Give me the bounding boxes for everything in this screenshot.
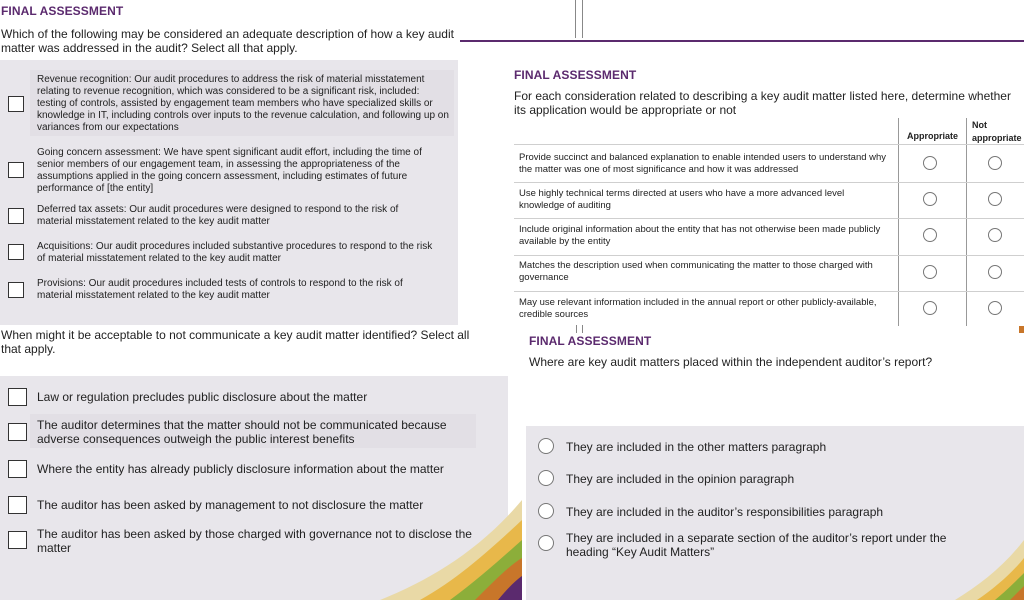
q3-col-not-line2: appropriate — [972, 133, 1022, 143]
q2-prompt: When might it be acceptable to not communicate a key audit matter identified? Select all that apply. — [1, 328, 470, 356]
q3-row-succinct: Provide succinct and balanced explanation to enable intended users to understand why the matter was one of most significance and how it was addressed — [519, 152, 887, 175]
q1-checkbox-going-concern[interactable] — [8, 162, 24, 178]
matrix-column-line — [966, 118, 967, 326]
q4-option-responsibilities[interactable]: They are included in the auditor’s responsibilities paragraph — [566, 505, 884, 519]
q2-checkbox-management[interactable] — [8, 496, 27, 514]
q4-heading: FINAL ASSESSMENT — [529, 334, 652, 348]
q1-option-going-concern[interactable]: Going concern assessment: We have spent significant audit effort, including the time of senior members of our engagement team, in assessing the appropriateness of the assumptions applied in the going concern assessment, including estimates of future performance of [the entity] — [37, 147, 422, 194]
q1-prompt-line2: matter was addressed in the audit? Select all that apply. — [1, 41, 298, 55]
separator-line — [576, 325, 577, 333]
q1-checkbox-revenue[interactable] — [8, 96, 24, 112]
separator-line — [582, 325, 583, 333]
decorative-swoosh-left — [380, 500, 522, 600]
matrix-row-line — [514, 182, 1024, 183]
q4-radio-responsibilities[interactable] — [538, 503, 554, 519]
q3-radio-technical-not-appropriate[interactable] — [988, 192, 1002, 206]
q2-option-adverse[interactable]: The auditor determines that the matter should not be communicated because adverse consequences outweigh the public interest benefits — [37, 418, 447, 446]
q3-radio-succinct-appropriate[interactable] — [923, 156, 937, 170]
q3-row-matches: Matches the description used when communicating the matter to those charged with governance — [519, 260, 873, 283]
q1-checkbox-deferred-tax[interactable] — [8, 208, 24, 224]
accent-marker — [1019, 326, 1024, 333]
matrix-row-line — [514, 255, 1024, 256]
q1-prompt — [1, 27, 471, 55]
q2-option-already-disclosed[interactable]: Where the entity has already publicly disclosure information about the matter — [37, 462, 444, 476]
decorative-swoosh-right — [955, 540, 1024, 600]
q3-prompt: For each consideration related to describing a key audit matter listed here, determine whether its application would be appropriate or not — [514, 89, 1011, 117]
q2-option-management[interactable]: The auditor has been asked by management to not disclosure the matter — [37, 498, 424, 512]
q3-radio-succinct-not-appropriate[interactable] — [988, 156, 1002, 170]
q2-checkbox-law[interactable] — [8, 388, 27, 406]
q1-checkbox-provisions[interactable] — [8, 282, 24, 298]
q3-col-not-line1: Not — [972, 120, 987, 130]
matrix-column-line — [898, 118, 899, 326]
q1-option-revenue[interactable]: Revenue recognition: Our audit procedures to address the risk of material misstatement relating to revenue recognition, which was considered to be a significant risk, included: testing of controls, assisted by engagement team members who have specialized skills or knowledge in IT, including controls over inputs to the revenue calculation, and following up on variances from our expectations — [37, 74, 449, 133]
q3-radio-matches-appropriate[interactable] — [923, 265, 937, 279]
q2-option-governance[interactable]: The auditor has been asked by those charged with governance not to disclose the matter — [37, 527, 472, 555]
q3-col-appropriate: Appropriate — [907, 131, 959, 141]
q4-option-opinion[interactable]: They are included in the opinion paragraph — [566, 472, 795, 486]
q4-option-other-matters[interactable]: They are included in the other matters paragraph — [566, 440, 827, 454]
q2-checkbox-adverse[interactable] — [8, 423, 27, 441]
q2-option-law[interactable]: Law or regulation precludes public disclosure about the matter — [37, 390, 368, 404]
q4-radio-other-matters[interactable] — [538, 438, 554, 454]
q3-heading: FINAL ASSESSMENT — [514, 68, 637, 82]
q3-radio-relevant-not-appropriate[interactable] — [988, 301, 1002, 315]
q1-option-deferred-tax[interactable]: Deferred tax assets: Our audit procedures were designed to respond to the risk of material misstatement related to the key audit matter — [37, 204, 399, 227]
q3-row-technical: Use highly technical terms directed at users who have a more advanced level knowledge of auditing — [519, 188, 845, 211]
separator-line — [582, 0, 583, 38]
q1-option-provisions[interactable]: Provisions: Our audit procedures included tests of controls to respond to the risk of material misstatement related to the key audit matter — [37, 278, 403, 301]
q3-row-original-info: Include original information about the entity that has not otherwise been made publicly available by the entity — [519, 224, 881, 247]
q4-radio-separate-section[interactable] — [538, 535, 554, 551]
matrix-row-line — [514, 291, 1024, 292]
q3-radio-original-not-appropriate[interactable] — [988, 228, 1002, 242]
q1-prompt-line1: Which of the following may be considered an adequate description of how a key audit — [1, 27, 454, 41]
q3-row-relevant-info: May use relevant information included in the annual report or other publicly-available, credible sources — [519, 297, 877, 320]
q1-checkbox-acquisitions[interactable] — [8, 244, 24, 260]
q4-radio-opinion[interactable] — [538, 470, 554, 486]
q1-option-acquisitions[interactable]: Acquisitions: Our audit procedures included substantive procedures to respond to the risk of material misstatement related to the key audit matter — [37, 241, 433, 264]
q2-checkbox-governance[interactable] — [8, 531, 27, 549]
q3-radio-matches-not-appropriate[interactable] — [988, 265, 1002, 279]
separator-line — [575, 0, 576, 38]
matrix-row-line — [514, 144, 1024, 145]
q1-heading: FINAL ASSESSMENT — [1, 4, 124, 18]
q4-option-separate-section[interactable]: They are included in a separate section of the auditor’s report under the heading “Key Audit Matters” — [566, 531, 947, 559]
q3-radio-technical-appropriate[interactable] — [923, 192, 937, 206]
q3-col-not-appropriate — [972, 119, 1022, 145]
divider-rule — [460, 40, 1024, 42]
matrix-row-line — [514, 218, 1024, 219]
q3-radio-relevant-appropriate[interactable] — [923, 301, 937, 315]
q3-radio-original-appropriate[interactable] — [923, 228, 937, 242]
q4-prompt: Where are key audit matters placed within the independent auditor’s report? — [529, 355, 933, 369]
q2-checkbox-already-disclosed[interactable] — [8, 460, 27, 478]
